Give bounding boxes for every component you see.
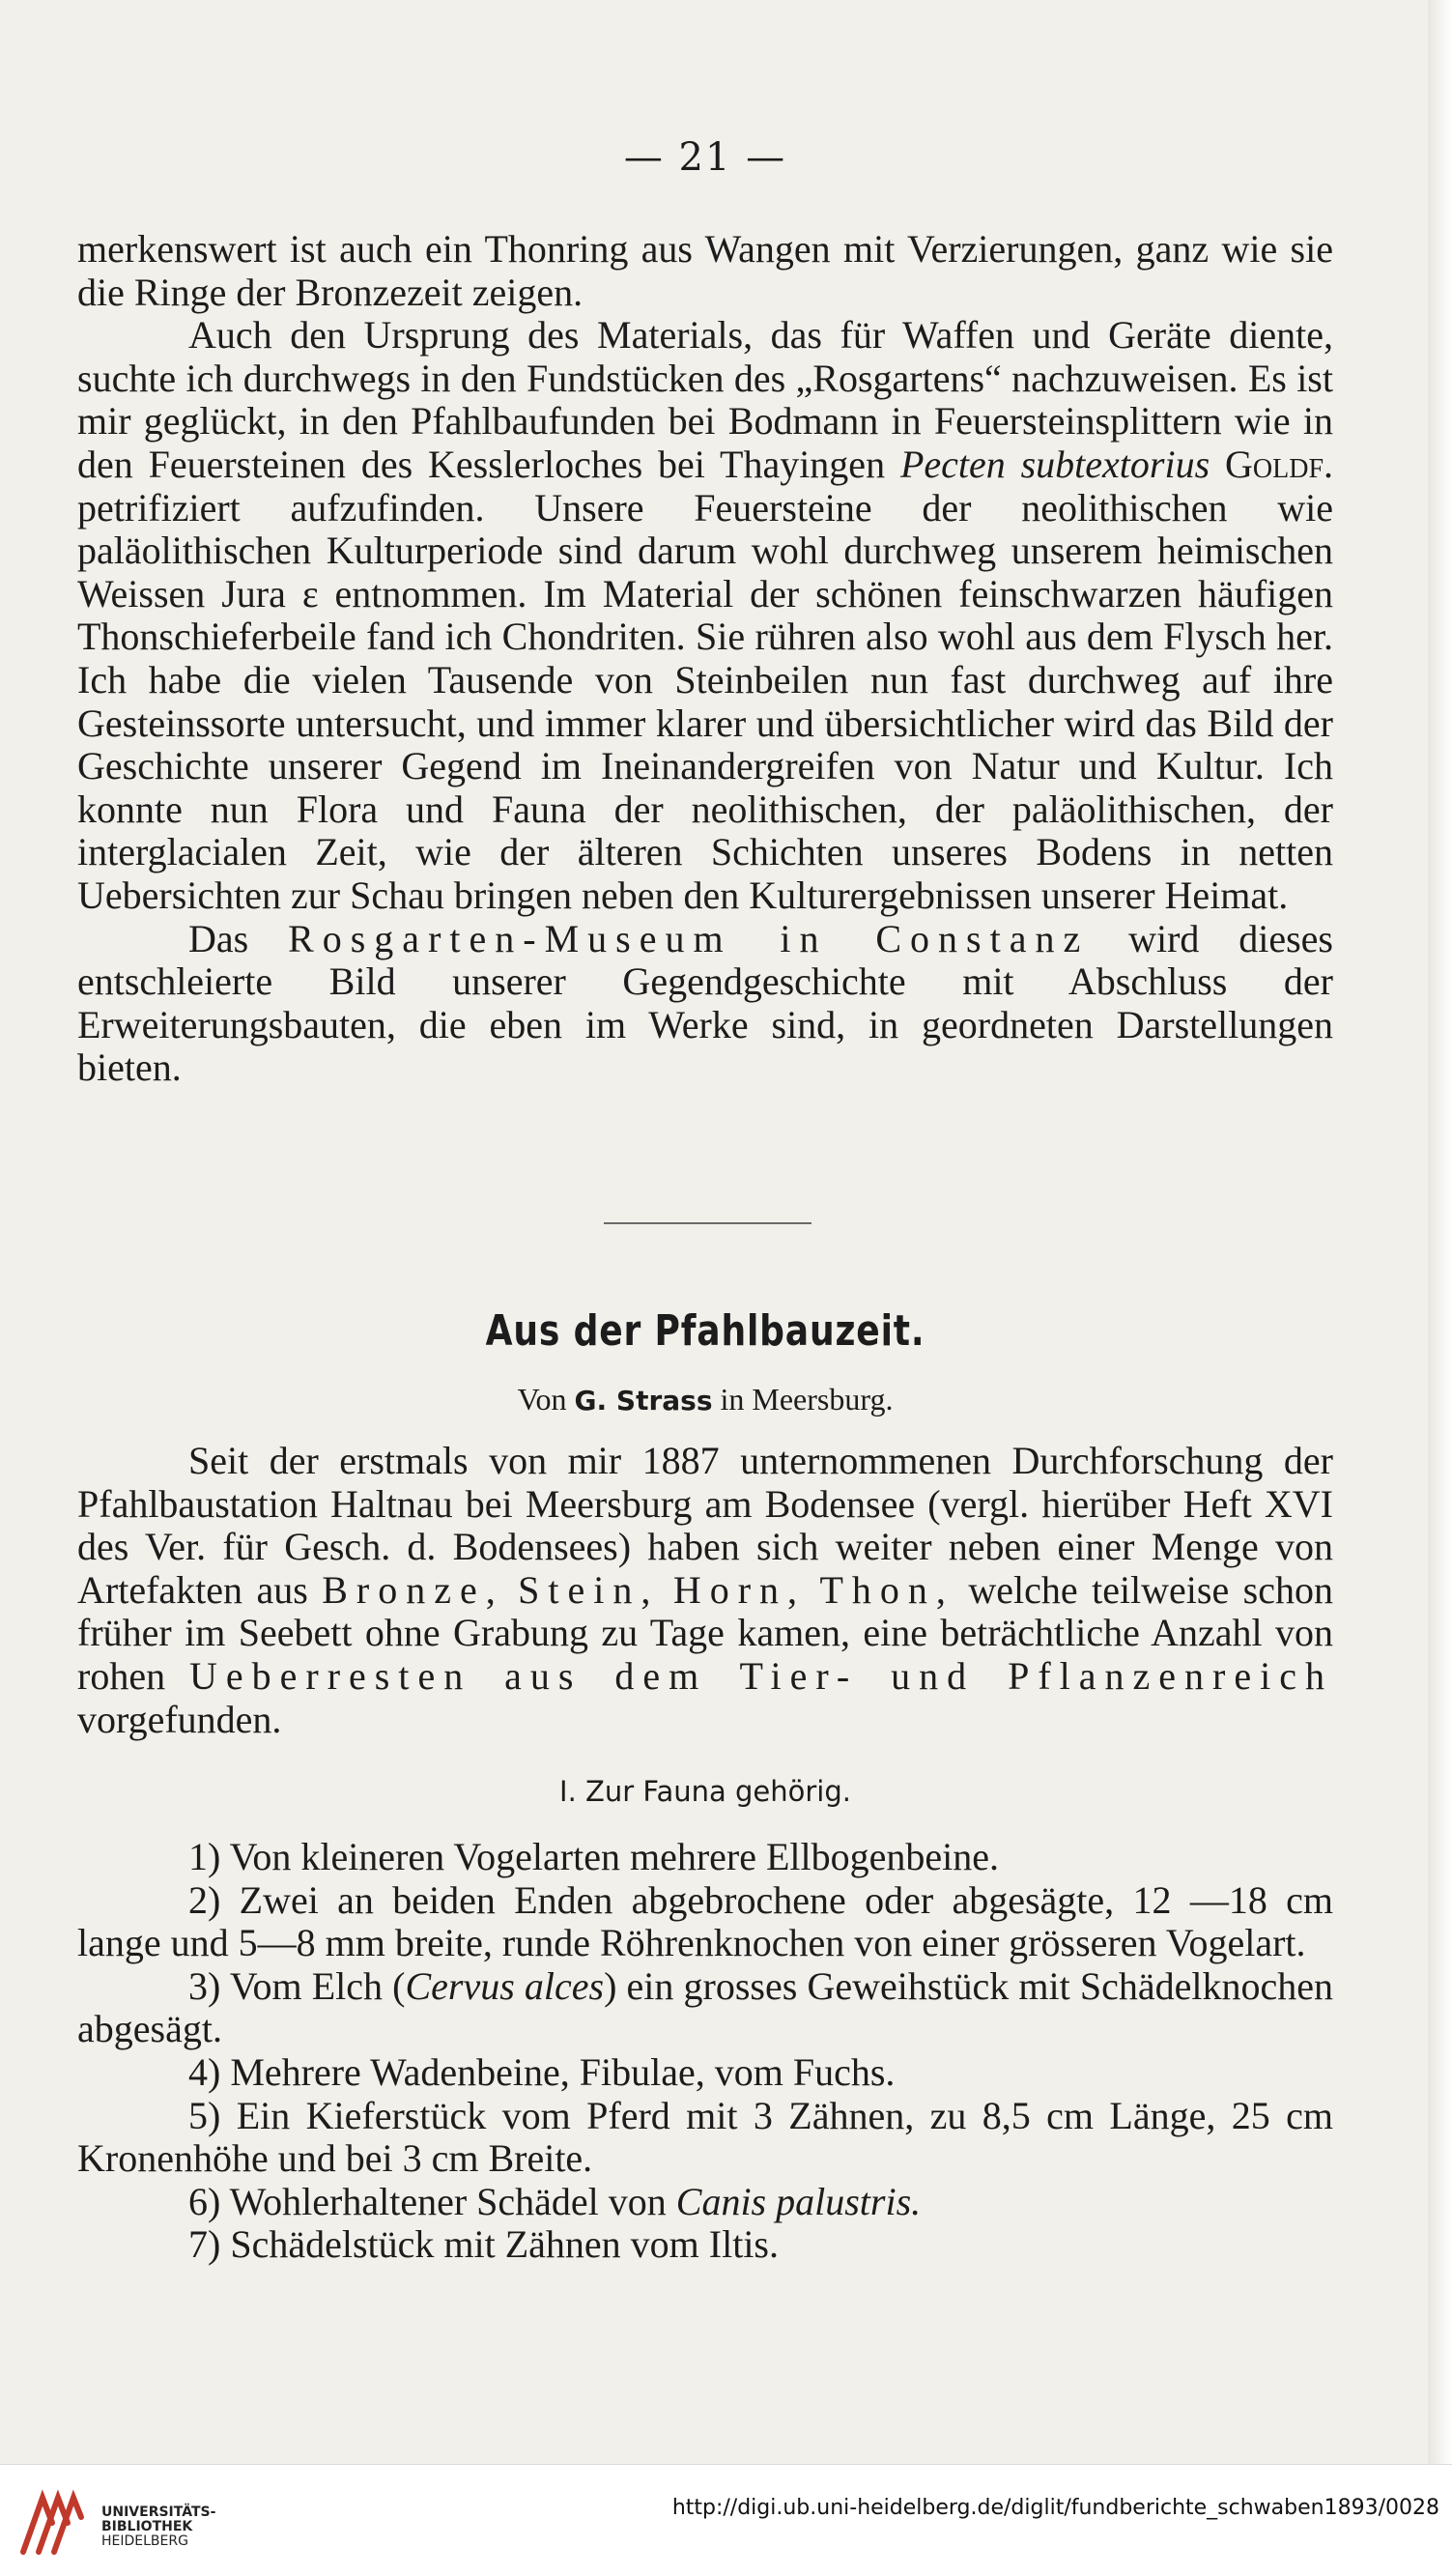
library-name — [101, 2505, 215, 2549]
fauna-list — [77, 1836, 1333, 2267]
intro-paragraph-3-rest: wird dieses entschleierte Bild unserer Gegendgeschichte mit Abschluss der Erweiterungsbauten, die eben im Werke sind, in geordneten Darstellungen bieten. — [77, 916, 1333, 1090]
list-item-3-text-a: 3) Vom Elch ( — [188, 1963, 406, 2008]
intro-paragraph-1: merkenswert ist auch ein Thonring aus Wangen mit Verzierungen, ganz wie sie die Ringe der Bronzezeit zeigen. — [77, 227, 1333, 314]
list-item-6-text: 6) Wohlerhaltener Schädel von — [188, 2179, 667, 2223]
list-item: 5) Ein Kieferstück vom Pferd mit 3 Zähnen, zu 8,5 cm Länge, 25 cm Kronenhöhe und bei 3 cm Breite. — [77, 2093, 1333, 2181]
library-name-line-3: HEIDELBERG — [101, 2533, 188, 2549]
species-canis-palustris: Canis palustris. — [675, 2179, 922, 2223]
list-item — [77, 2181, 1333, 2224]
author-name: G. Strass — [574, 1385, 713, 1417]
intro-paragraph-3 — [77, 918, 1333, 1090]
section-divider — [604, 1222, 811, 1224]
intro-paragraph-2 — [77, 314, 1333, 917]
species-pecten: Pecten subtextorius — [899, 442, 1210, 486]
article-paragraph-1-text-c: vorgefunden. — [77, 1697, 282, 1741]
article-title: Aus der Pfahlbauzeit. — [485, 1306, 925, 1356]
museum-name: Rosgarten-Museum in Constanz — [288, 916, 1090, 960]
species-cervus-alces: Cervus alces — [405, 1963, 605, 2008]
heidelberg-library-logo-icon — [14, 2484, 89, 2562]
list-item — [77, 1965, 1333, 2051]
article-paragraph-1-text-b: welche teilweise schon früher im Seebett ohne Grabung zu Tage kamen, eine beträchtliche Anzahl von rohen — [77, 1567, 1333, 1698]
section-heading: I. Zur Fauna gehörig. — [559, 1775, 851, 1808]
article-body — [77, 1440, 1333, 1741]
material-stein: Stein, — [518, 1567, 660, 1612]
list-item: 2) Zwei an beiden Enden abgebrochene oder abgesägte, 12 —18 cm lange und 5—8 mm breite, runde Röhrenknochen von einer grösseren Vogelart. — [77, 1877, 1333, 1965]
intro-section — [77, 228, 1333, 1090]
material-thon: Thon, — [819, 1567, 954, 1612]
list-item-3-text-b: ) ein grosses Geweihstück mit Schädelknochen abgesägt. — [77, 1963, 1333, 2051]
species-author: Goldf. — [1225, 442, 1334, 486]
library-footer — [0, 2464, 1452, 2576]
scan-edge — [1428, 0, 1452, 2464]
page-number: — 21 — — [623, 135, 787, 180]
library-name-line-1: UNIVERSITÄTS- — [101, 2504, 216, 2520]
byline — [77, 1382, 1333, 1417]
remains-phrase: Ueberresten aus dem Tier- und Pflanzenreich — [189, 1653, 1333, 1698]
source-url-link[interactable]: http://digi.ub.uni-heidelberg.de/diglit/fundberichte_schwaben1893/0028 — [671, 2496, 1439, 2520]
material-bronze: Bronze, — [322, 1567, 504, 1612]
library-name-line-2: BIBLIOTHEK — [101, 2519, 193, 2534]
list-item: 7) Schädelstück mit Zähnen vom Iltis. — [188, 2222, 779, 2267]
intro-paragraph-2-text-b: petrifiziert aufzufinden. Unsere Feuersteine der neolithischen wie paläolithischen Kulturperiode sind darum wohl durchweg unserem heimischen Weissen Jura ε entnommen. Im Material der schönen feinschwarzen häufigen Thonschieferbeile fand ich Chondriten. Sie rühren also wohl aus dem Flysch her. Ich habe die vielen Tausende von Steinbeilen nun fast durchweg auf ihre Gesteinssorte untersucht, und immer klarer und übersichtlicher wird das Bild der Geschichte unserer Gegend im Ineinandergreifen von Natur und Kultur. Ich konnte nun Flora und Fauna der neolithischen, der paläolithischen, der interglacialen Zeit, wie der älteren Schichten unseres Bodens in netten Uebersichten zur Schau bringen neben den Kulturergebnissen unserer Heimat. — [77, 485, 1333, 917]
list-item: 4) Mehrere Wadenbeine, Fibulae, vom Fuchs. — [188, 2049, 896, 2094]
intro-paragraph-2-text-a: Auch den Ursprung des Materials, das für Waffen und Geräte diente, suchte ich durchwegs in den Fundstücken des „Rosgartens“ nachzuweisen. Es ist mir geglückt, in den Pfahlbaufunden bei Bodmann in Feuersteinsplittern wie in den Feuersteinen des Kesslerloches bei Thayingen — [77, 313, 1333, 486]
article-paragraph-1-text-a: Seit der erstmals von mir 1887 unternommenen Durchforschung der Pfahlbaustation Haltnau bei Meersburg am Bodensee (vergl. hierüber Heft XVI des Ver. für Gesch. d. Bodensees) haben sich weiter neben einer Menge von Artefakten aus — [77, 1439, 1333, 1612]
intro-paragraph-3-lead: Das — [188, 916, 249, 960]
article-paragraph-1 — [77, 1440, 1333, 1741]
byline-suffix: in Meersburg. — [720, 1382, 894, 1417]
byline-prefix: Von — [517, 1382, 567, 1417]
list-item: 1) Von kleineren Vogelarten mehrere Ellbogenbeine. — [188, 1835, 1000, 1878]
material-horn: Horn, — [672, 1567, 807, 1612]
